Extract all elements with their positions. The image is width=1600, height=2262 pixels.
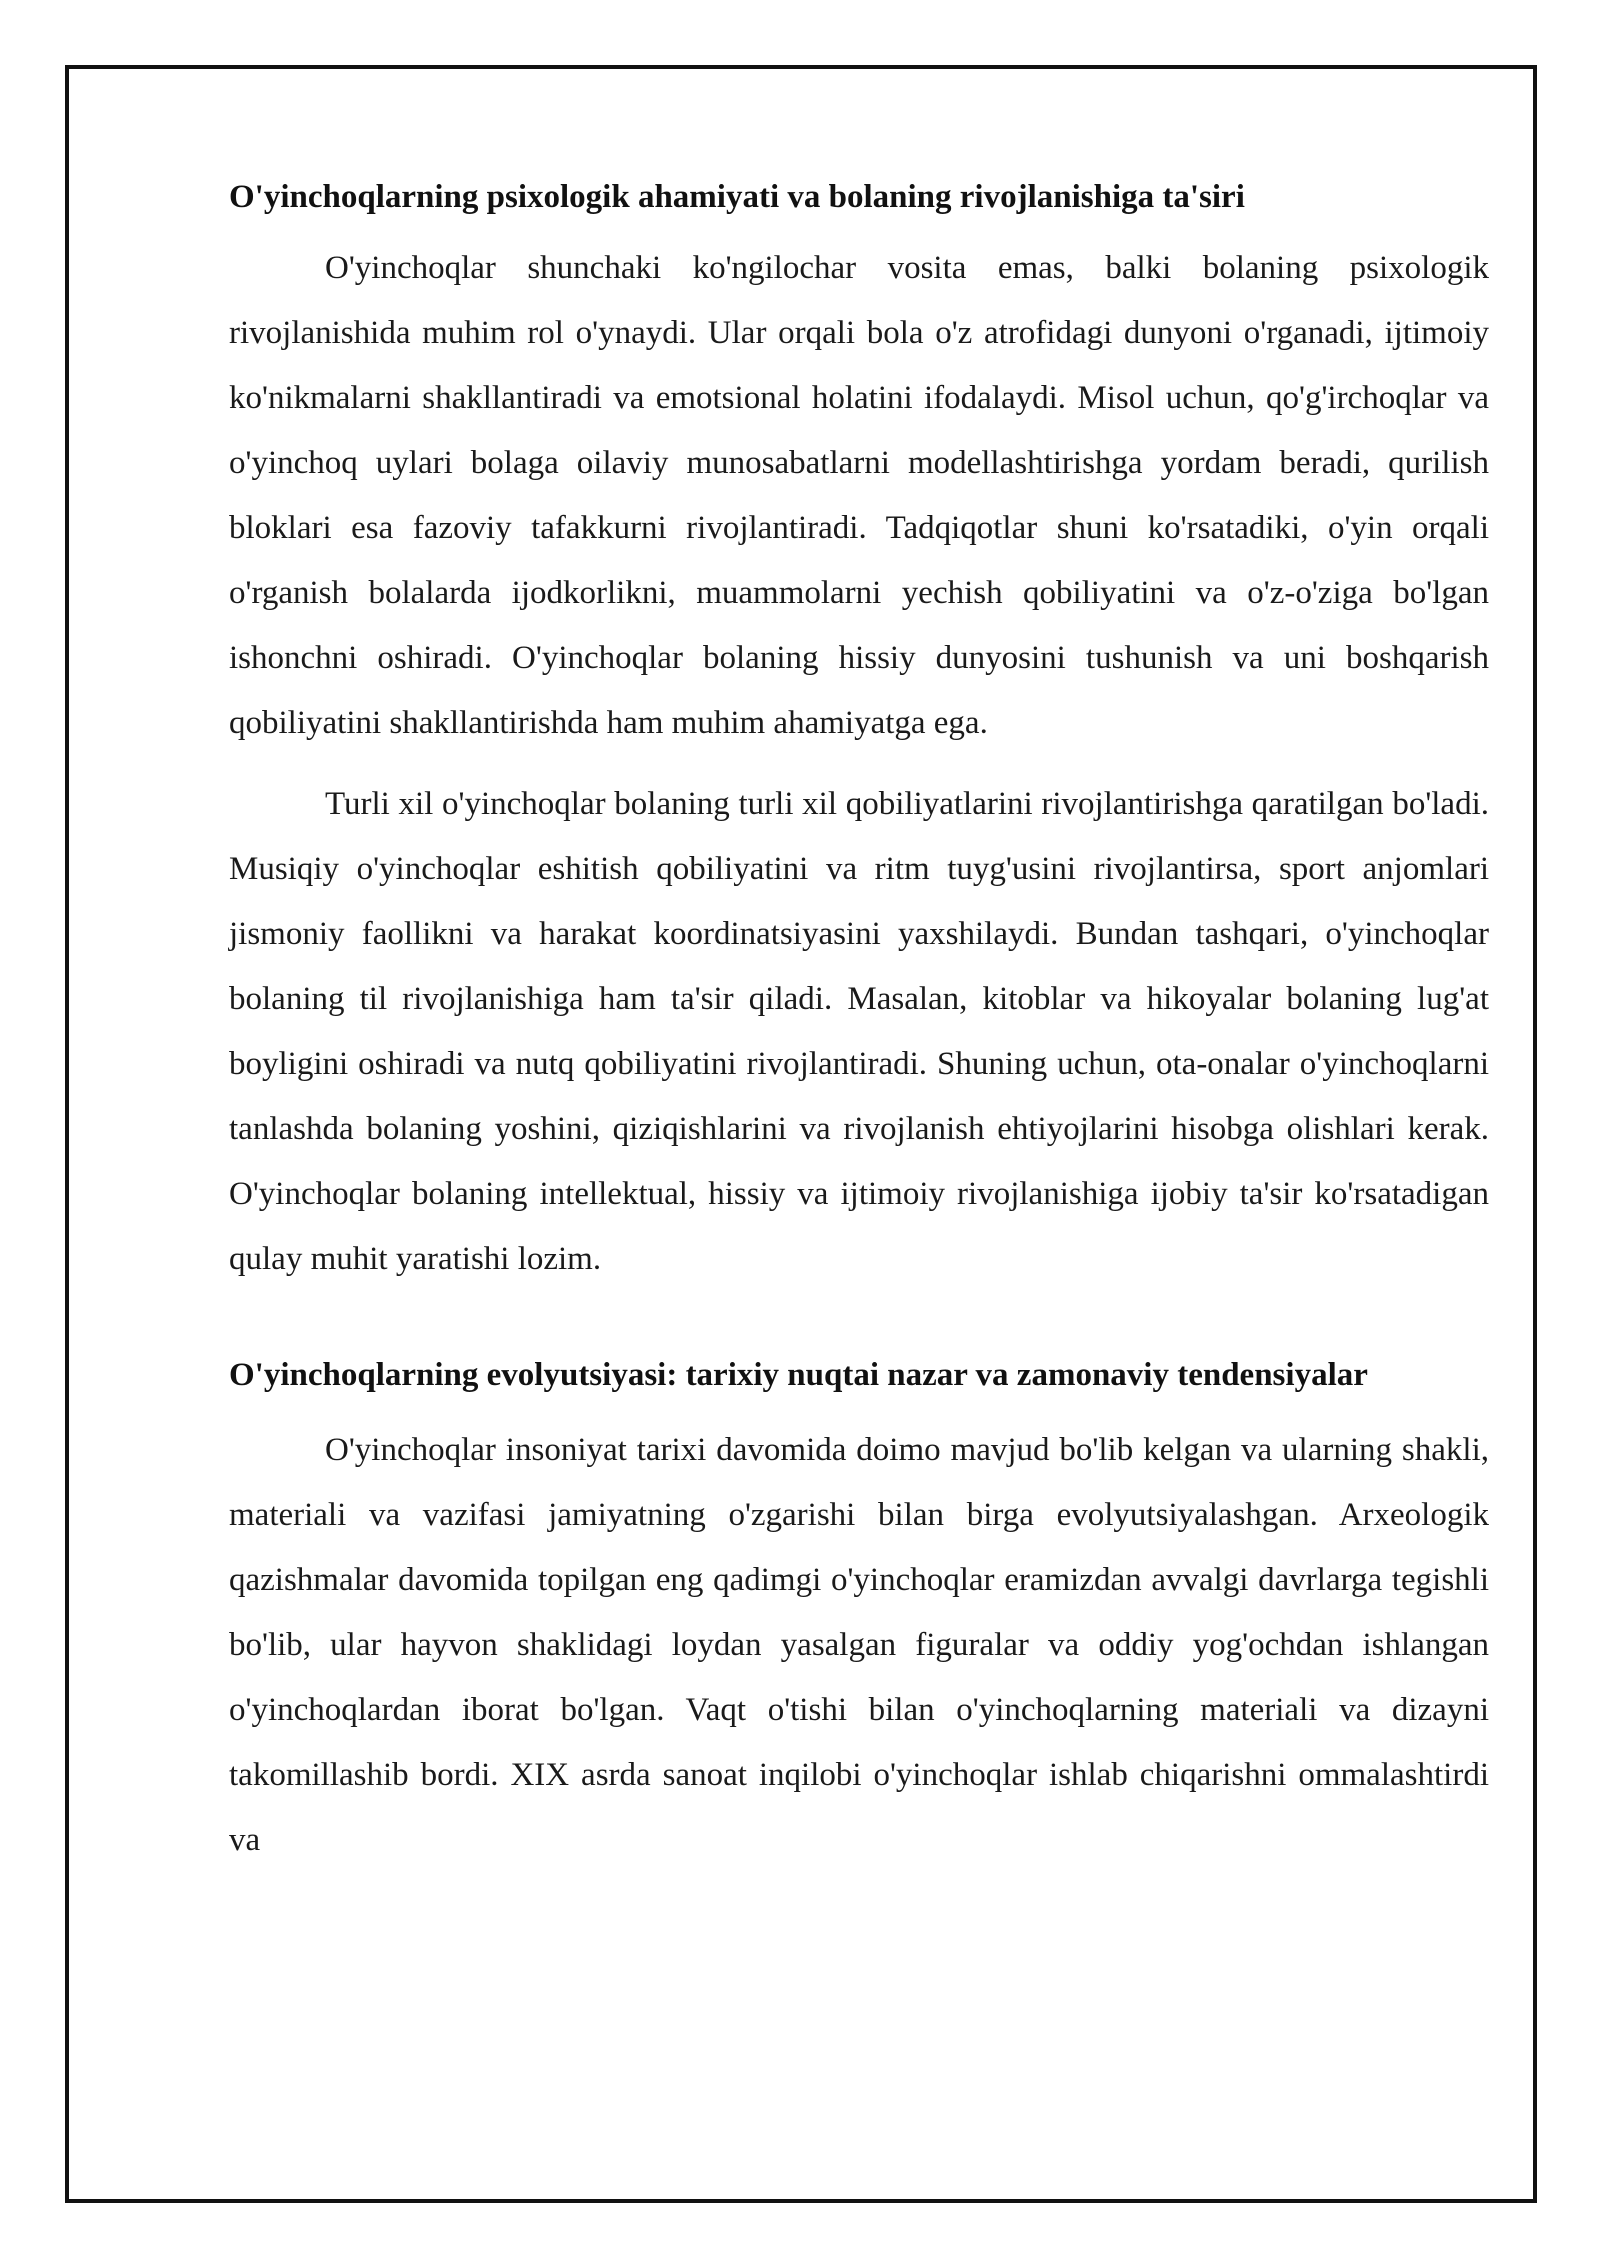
section-heading-psychological-importance: O'yinchoqlarning psixologik ahamiyati va bolaning rivojlanishiga ta'siri [229, 179, 1245, 215]
paragraph: O'yinchoqlar shunchaki ko'ngilochar vosita emas, balki bolaning psixologik rivojlanishida muhim rol o'ynaydi. Ular orqali bola o'z atrofidagi dunyoni o'rganadi, ijtimoiy ko'nikmalarni shakllantiradi va emotsional holatini ifodalaydi. Misol uchun, qo'g'irchoqlar va o'yinchoq uylari bolaga oilaviy munosabatlarni modellashtirishga yordam beradi, qurilish bloklari esa fazoviy tafakkurni rivojlantiradi. Tadqiqotlar shuni ko'rsatadiki, o'yin orqali o'rganish bolalarda ijodkorlikni, muammolarni yechish qobiliyatini va o'z-o'ziga bo'lgan ishonchni oshiradi. O'yinchoqlar bolaning hissiy dunyosini tushunish va uni boshqarish qobiliyatini shakllantirishda ham muhim ahamiyatga ega. [229, 250, 1489, 741]
paragraph: O'yinchoqlar insoniyat tarixi davomida doimo mavjud bo'lib kelgan va ularning shakli, materiali va vazifasi jamiyatning o'zgarishi bilan birga evolyutsiyalashgan. Arxeologik qazishmalar davomida topilgan eng qadimgi o'yinchoqlar eramizdan avvalgi davrlarga tegishli bo'lib, ular hayvon shaklidagi loydan yasalgan figuralar va oddiy yog'ochdan ishlangan o'yinchoqlardan iborat bo'lgan. Vaqt o'tishi bilan o'yinchoqlarning materiali va dizayni takomillashib bordi. XIX asrda sanoat inqilobi o'yinchoqlar ishlab chiqarishni ommalashtirdi va [229, 1432, 1489, 1858]
document-body [229, 172, 1489, 1889]
section-heading-evolution: O'yinchoqlarning evolyutsiyasi: tarixiy nuqtai nazar va zamonaviy tendensiyalar [229, 1357, 1368, 1393]
paragraph: Turli xil o'yinchoqlar bolaning turli xil qobiliyatlarini rivojlantirishga qaratilgan bo'ladi. Musiqiy o'yinchoqlar eshitish qobiliyatini va ritm tuyg'usini rivojlantirsa, sport anjomlari jismoniy faollikni va harakat koordinatsiyasini yaxshilaydi. Bundan tashqari, o'yinchoqlar bolaning til rivojlanishiga ham ta'sir qiladi. Masalan, kitoblar va hikoyalar bolaning lug'at boyligini oshiradi va nutq qobiliyatini rivojlantiradi. Shuning uchun, ota-onalar o'yinchoqlarni tanlashda bolaning yoshini, qiziqishlarini va rivojlanish ehtiyojlarini hisobga olishlari kerak. O'yinchoqlar bolaning intellektual, hissiy va ijtimoiy rivojlanishiga ijobiy ta'sir ko'rsatadigan qulay muhit yaratishi lozim. [229, 786, 1489, 1277]
